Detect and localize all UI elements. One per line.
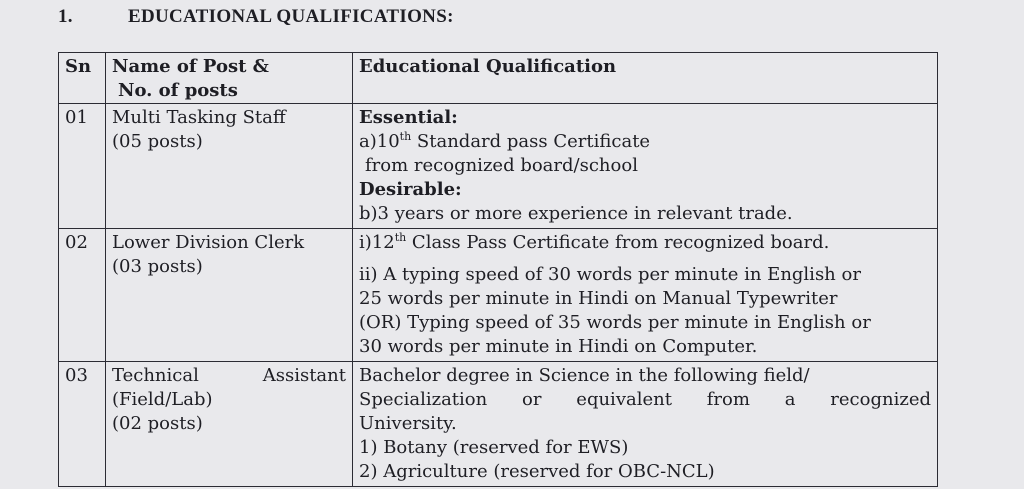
post-name: Lower Division Clerk: [112, 232, 305, 253]
qual-line: [359, 130, 931, 154]
header-post: [106, 53, 353, 104]
qual-line: Bachelor degree in Science in the following field/: [359, 365, 810, 386]
row-sn: 01: [59, 104, 106, 229]
row-post: [106, 229, 353, 362]
qual-rest: Class Pass Certificate from recognized board.: [406, 232, 830, 253]
desirable-label: Desirable:: [359, 179, 462, 200]
table-header-row: [59, 53, 938, 104]
post-name-line2: (Field/Lab): [112, 389, 213, 410]
post-count: (02 posts): [112, 413, 203, 434]
row-sn: 03: [59, 362, 106, 487]
qual-line: from recognized board/school: [365, 155, 638, 176]
section-title: EDUCATIONAL QUALIFICATIONS:: [128, 6, 454, 27]
qual-line: (OR) Typing speed of 35 words per minute in English or: [359, 312, 871, 333]
qual-line: [359, 231, 931, 255]
row-sn: 02: [59, 229, 106, 362]
post-count: (03 posts): [112, 256, 203, 277]
qual-superscript: th: [399, 130, 412, 143]
qual-line: 25 words per minute in Hindi on Manual Typewriter: [359, 288, 838, 309]
post-name: Multi Tasking Staff: [112, 107, 286, 128]
post-name: Technical Assistant: [112, 365, 346, 386]
qual-line: 30 words per minute in Hindi on Computer.: [359, 336, 758, 357]
section-heading: [58, 6, 454, 28]
table-row: [59, 362, 938, 487]
table-row: [59, 104, 938, 229]
qual-prefix: a)10: [359, 131, 400, 152]
row-qualification: [353, 104, 938, 229]
qual-line: b)3 years or more experience in relevant trade.: [359, 203, 793, 224]
qual-line: Specialization or equivalent from a recognized: [359, 389, 931, 410]
row-post: [106, 104, 353, 229]
essential-label: Essential:: [359, 107, 458, 128]
qual-line: ii) A typing speed of 30 words per minute in English or: [359, 264, 861, 285]
qualifications-table: [58, 52, 938, 487]
header-post-line2: No. of posts: [118, 80, 238, 101]
header-sn: Sn: [59, 53, 106, 104]
header-post-line1: Name of Post &: [112, 56, 269, 77]
row-qualification: [353, 362, 938, 487]
section-number: 1.: [58, 6, 73, 27]
qual-superscript: th: [394, 231, 407, 244]
post-count: (05 posts): [112, 131, 203, 152]
qual-rest: Standard pass Certificate: [411, 131, 651, 152]
qual-line: 2) Agriculture (reserved for OBC-NCL): [359, 461, 715, 482]
qual-line: University.: [359, 413, 457, 434]
row-post: [106, 362, 353, 487]
table-row: [59, 229, 938, 362]
qual-line: 1) Botany (reserved for EWS): [359, 437, 629, 458]
header-qualification: Educational Qualification: [353, 53, 938, 104]
row-qualification: [353, 229, 938, 362]
qual-prefix: i)12: [359, 232, 395, 253]
